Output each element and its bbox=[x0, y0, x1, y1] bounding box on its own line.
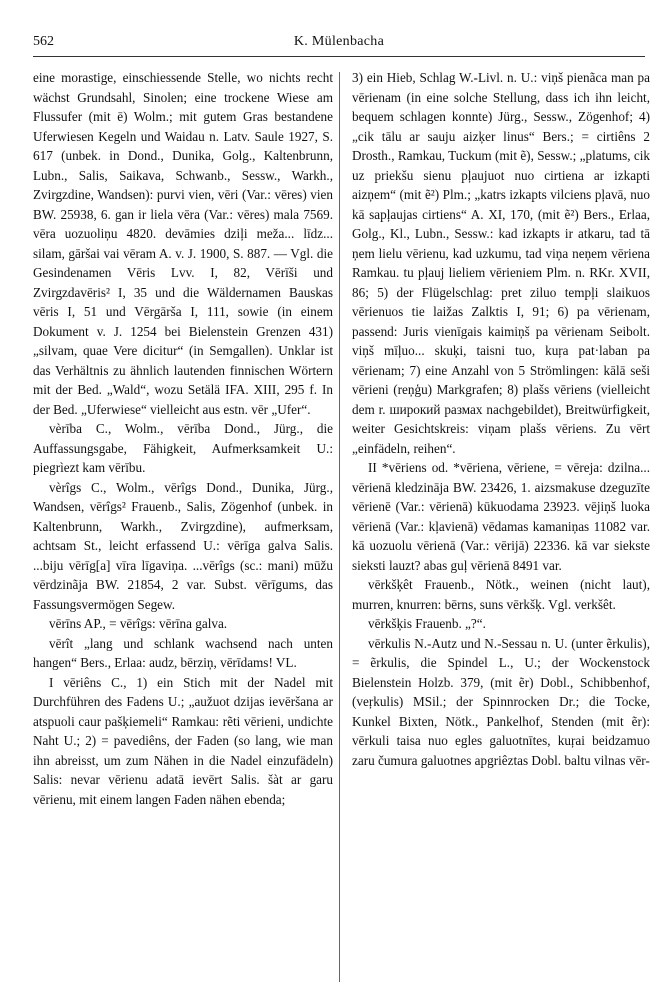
dictionary-entry: II *vēriens od. *vēriena, vēriene, = vēreja: dzilna... vērienā kledzināja BW. 23426, 1. aizsmakuse dzeguzīte vērienē (Var.: vērienā) kūkuodama 23923. vējiņš luoka vērienā (Var.: kļavienā) vēdamas kamaniņas 11082 var. kā uozuolu vērienā (Var.: vērijā) 22336. kā var siekste sieksti lauzt? abas guļ vērienā 8491 var. bbox=[352, 460, 650, 573]
dictionary-entry: vèrība C., Wolm., vērība Dond., Jürg., die Auffassungsgabe, Fähigkeit, Aufmerksamkeit U.: piegrìezt kam vērību. bbox=[33, 421, 333, 475]
paragraph: eine morastige, einschiessende Stelle, wo nichts recht wächst Grundsahl, Sinolen; eine trockene Wiese am Flussufer (mit ē) Wolm.; mit gutem Gras bestandene Uferwiesen Kegeln und Waidau n. Latv. Saule 1927, S. 617 (unbek. in Dond., Dunika, Golg., Kaltenbrunn, Lubn., Salis, Saikava, Schwanb., Sessw., Warkh., Zvirgzdine, Wandsen): purvi vien, vēri (Var.: vēres) vien BW. 25938, 6. gan ir liela vēra (Var.: vēres) mala 7569. vēra uozuoliņu 4820. devāmies dziļi meža... līdz... silam, gāršai vai vēram A. v. J. 1900, S. 887. — Vgl. die Gesindenamen Vēris Lvv. I, 82, Vērīši und Zvirgzdavēris² I, 35 und die Wäldernamen Bauskas vēris I, 51 und Vērgārša I, 111, sowie (in einem Dokument v. J. 1254 bei Bielenstein Grenzen 431) „silvam, quae Vere dicitur“ (in Semgallen). Unklar ist das Verhältnis zu ähnlich lautenden finnischen Wörtern mit der Bed. „Wald“, wozu Setälä IFA. XIII, 295 f. In der Bed. „Uferwiese“ vielleicht aus estn. vēr „Ufer“. bbox=[33, 70, 333, 417]
dictionary-entry: vērkšķis Frauenb. „?“. bbox=[368, 616, 486, 631]
left-column bbox=[33, 68, 333, 809]
dictionary-entry: vērkšķêt Frauenb., Nötk., weinen (nicht laut), murren, knurren: bērns, suns vērkšķ. Vgl. verkšêt. bbox=[352, 577, 650, 612]
page-header bbox=[33, 32, 645, 57]
running-head: K. Mülenbacha bbox=[293, 34, 385, 49]
dictionary-entry: vērît „lang und schlank wachsend nach unten hangen“ Bers., Erlaa: audz, bērziņ, vērīdams! VL. bbox=[33, 635, 333, 670]
dictionary-entry: vērīns AP., = vērîgs: vērīna galva. bbox=[49, 616, 228, 631]
dictionary-entry: vērkulis N.-Autz und N.-Sessau n. U. (unter ẽrkulis), = ẽrkulis, die Spindel L., U.; der Wockenstock Bielenstein Holzb. 379, (mit ẽr) Dobl., Schibbenhof, (veŗkulis) MSil.; der Spinnrocken Dr.; die Tocke, Kunkel Bixten, Nötk., Pankelhof, Stenden (mit ẽr): vērkuli taisa nuo egles galuotnītes, kuŗai beidzamuo zaru čumura galuotnes apgriêztas Dobl. baltu vilnas vēr- bbox=[352, 635, 650, 768]
right-column bbox=[352, 68, 650, 770]
paragraph: 3) ein Hieb, Schlag W.-Livl. n. U.: viņš pienãca man pa vērienam (in eine solche Stellung, dass ich ihn leicht, bequem schlagen konnte) Jürg., Sessw., Zögenhof; 4) „cik tālu ar sauju aizķer linus“ Bers.; = cirtiêns 2 Drosth., Ramkau, Tuckum (mit ẽ), Sessw.; „platums, cik uz priekšu sienu pļaujuot nuo cirtiena ar izkapti aizņem“ (mit ẽ²) Plm.; „katrs izkapts vilciens pļavā, nuo kā sapļaujas cirtiens“ A. XI, 170, (mit ẽ²) Bers., Erlaa, Golg., Kl., Lubn., Sessw.: kad izkapts ir atkaru, tad tā ņem lielu vērienu, kad uzkumu, tad viņa neņem vēriena Ramkau. tu pļauj lieliem vērieniem Plm. n. RKr. XVII, 86; 5) der Flügelschlag: pret ziluo tempļi slaikuos vērienuos tie laižas Zalktis I, 91; 6) pa vērienam, passend: Juris vienīgais kaimiņš pa vērienam Seibolt. viņš mīļuo... skuķi, taisni tuo, kuŗa pat·laban pa vērienam; 7) eine Anzahl von 5 Strömlingen: kālā seši vērieni (reņģu) Markgrafen; 8) plašs vēriens (vielleicht dem r. широкий размах nachgebildet), Breitwürfigkeit, weiter Gesichtskreis: viņam plašs vēriens. Zu vērt „einfädeln, reihen“. bbox=[352, 70, 650, 456]
page-number: 562 bbox=[33, 34, 54, 49]
column-divider bbox=[339, 72, 340, 982]
dictionary-entry: I vēriêns C., 1) ein Stich mit der Nadel mit Durchführen des Fadens U.; „aužuot dzijas ievēršana ar atspuoli caur pašķiemeli“ Ramkau: rẽti vērieni, undichte Naht U.; 2) = pavediêns, der Faden (so lang, wie man ihn abreisst, um zum Nähen in die Nadel einzufädeln) Salis: nevar vērienu adatā ievērt Salis. šàt ar garu vērienu, mit einem langen Faden nähen ebenda; bbox=[33, 674, 333, 807]
dictionary-entry: vèrîgs C., Wolm., vērîgs Dond., Dunika, Jürg., Wandsen, vērîgs² Frauenb., Salis, Zögenhof (unbek. in Kaltenbrunn, Warkh., Zvirgzdine), aufmerksam, achtsam St., leicht erfassend U.: vērīga galva Salis. ...biju vērīg[a] vīra līgaviņa. ...vērîgs (sc.: mani) mūžu vērdzinãja BW. 21854, 2 var. Subst. vērīgums, das Fassungsvermögen Segew. bbox=[33, 479, 333, 612]
